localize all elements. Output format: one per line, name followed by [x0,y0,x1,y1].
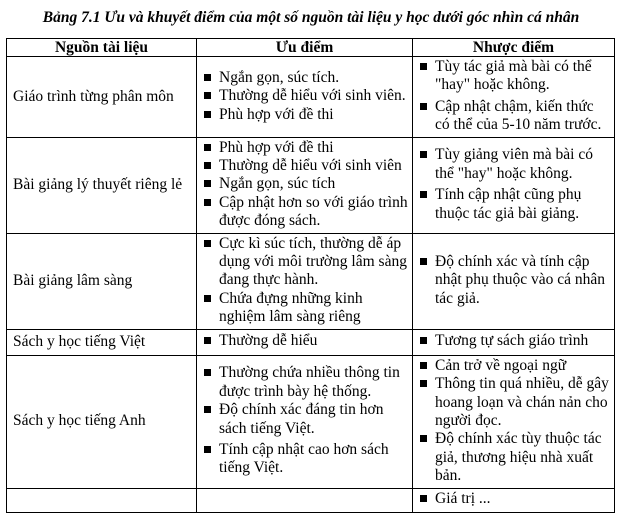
pros-cell [197,57,413,138]
list-item: Phù hợp với đề thi [199,106,410,124]
pros-cell [197,488,413,512]
table-caption: Bảng 7.1 Ưu và khuyết điểm của một số nguồn tài liệu y học dưới góc nhìn cá nhân [42,9,580,26]
table-row [7,329,615,355]
comparison-table [6,38,615,513]
table-row [7,137,615,233]
source-cell: Sách y học tiếng Anh [7,355,197,488]
pros-cell [197,137,413,233]
cons-cell [413,57,615,138]
list-item: Thông tin quá nhiều, dễ gây hoang loạn và chán nản cho người đọc. [415,375,612,430]
cons-cell [413,233,615,329]
cons-cell [413,329,615,355]
source-cell: Bài giảng lâm sàng [7,233,197,329]
list-item: Thường dễ hiểu [199,332,410,350]
cons-cell [413,137,615,233]
list-item: Cập nhật hơn so với giáo trình được đóng sách. [199,194,410,231]
pros-list [199,139,410,231]
table-row [7,355,615,488]
list-item: Cực kì súc tích, thường dễ áp dụng với môi trường lâm sàng đang thực hành. [199,235,410,290]
list-item: Tính cập nhật cũng phụ thuộc tác giả bài giảng. [415,186,612,223]
table-row [7,488,615,512]
pros-list [199,332,410,350]
list-item: Độ chính xác tùy thuộc tác giả, thương hiệu nhà xuất bản. [415,430,612,485]
cons-cell [413,355,615,488]
pros-list [199,69,410,124]
header-source: Nguồn tài liệu [7,39,197,57]
list-item: Tùy tác giả mà bài có thể "hay" hoặc không. [415,58,612,95]
list-item: Thường dễ hiểu với sinh viên. [199,87,410,105]
cons-cell [413,488,615,512]
cons-list [415,58,612,135]
pros-cell [197,355,413,488]
cons-list [415,332,612,350]
cons-list [415,357,612,486]
table-header-row [7,39,615,57]
cons-list [415,253,612,308]
cons-list [415,490,612,508]
list-item: Độ chính xác và tính cập nhật phụ thuộc vào cá nhân tác giả. [415,253,612,308]
list-item: Thường chứa nhiều thông tin được trình bày hệ thống. [199,364,410,401]
header-pros: Ưu điểm [197,39,413,57]
list-item: Cập nhật chậm, kiến thức có thể của 5-10 năm trước. [415,98,612,135]
source-cell [7,488,197,512]
table-row [7,233,615,329]
table-row [7,57,615,138]
list-item: Thường dễ hiểu với sinh viên [199,157,410,175]
source-cell: Giáo trình từng phân môn [7,57,197,138]
pros-list [199,364,410,477]
list-item: Phù hợp với đề thi [199,139,410,157]
cons-list [415,146,612,223]
list-item: Chứa đựng những kinh nghiệm lâm sàng riêng [199,290,410,327]
source-cell: Sách y học tiếng Việt [7,329,197,355]
pros-list [199,235,410,327]
pros-cell [197,329,413,355]
list-item: Ngắn gọn, súc tích. [199,69,410,87]
list-item: Tương tự sách giáo trình [415,332,612,350]
list-item: Tùy giảng viên mà bài có thể "hay" hoặc không. [415,146,612,183]
list-item: Cản trở về ngoại ngữ [415,357,612,375]
source-cell: Bài giảng lý thuyết riêng lẻ [7,137,197,233]
list-item: Giá trị ... [415,490,612,508]
list-item: Tính cập nhật cao hơn sách tiếng Việt. [199,441,410,478]
list-item: Ngắn gọn, súc tích [199,175,410,193]
header-cons: Nhược điểm [413,39,615,57]
pros-cell [197,233,413,329]
list-item: Độ chính xác đáng tin hơn sách tiếng Việt. [199,401,410,438]
